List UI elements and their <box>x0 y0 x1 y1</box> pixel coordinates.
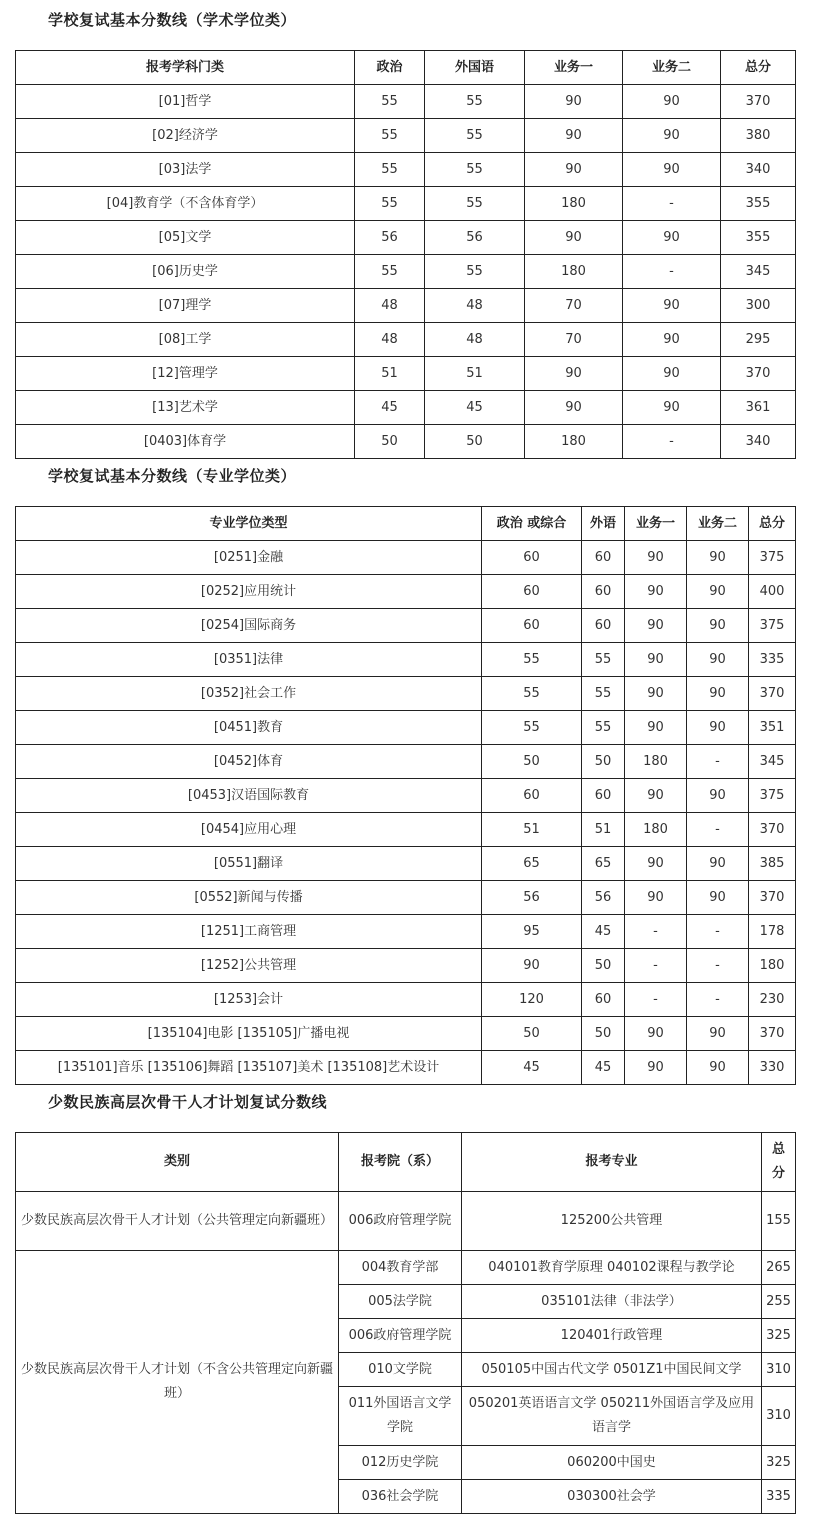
politics-cell: 45 <box>482 1051 582 1085</box>
course2-cell: - <box>687 915 749 949</box>
category-cell: 少数民族高层次骨干人才计划（不含公共管理定向新疆班） <box>16 1251 339 1514</box>
table-row <box>16 915 796 949</box>
foreign-language-cell: 56 <box>425 221 525 255</box>
course1-cell: - <box>625 949 687 983</box>
total-cell: 265 <box>762 1251 796 1285</box>
course2-cell: 90 <box>687 711 749 745</box>
degree-type-cell: [0453]汉语国际教育 <box>16 779 482 813</box>
header-cell: 总分 <box>721 51 796 85</box>
foreign-language-cell: 55 <box>582 677 625 711</box>
course2-cell: - <box>687 813 749 847</box>
foreign-language-cell: 60 <box>582 609 625 643</box>
table-row <box>16 357 796 391</box>
total-cell: 400 <box>749 575 796 609</box>
foreign-language-cell: 48 <box>425 289 525 323</box>
department-cell: 004教育学部 <box>339 1251 462 1285</box>
department-cell: 006政府管理学院 <box>339 1192 462 1251</box>
total-cell: 325 <box>762 1446 796 1480</box>
academic-degree-table <box>15 50 796 459</box>
course2-cell: - <box>687 949 749 983</box>
politics-cell: 48 <box>355 289 425 323</box>
total-cell: 370 <box>749 813 796 847</box>
course2-cell: 90 <box>623 119 721 153</box>
course2-cell: 90 <box>623 391 721 425</box>
total-cell: 300 <box>721 289 796 323</box>
course2-cell: 90 <box>623 289 721 323</box>
table-row <box>16 289 796 323</box>
course1-cell: 90 <box>625 575 687 609</box>
foreign-language-cell: 45 <box>425 391 525 425</box>
total-cell: 345 <box>749 745 796 779</box>
course1-cell: - <box>625 915 687 949</box>
department-cell: 006政府管理学院 <box>339 1319 462 1353</box>
course1-cell: 180 <box>625 813 687 847</box>
politics-cell: 51 <box>355 357 425 391</box>
course1-cell: 90 <box>525 85 623 119</box>
subject-cell: [07]理学 <box>16 289 355 323</box>
table-row <box>16 677 796 711</box>
foreign-language-cell: 50 <box>425 425 525 459</box>
course2-cell: - <box>687 983 749 1017</box>
foreign-language-cell: 60 <box>582 983 625 1017</box>
section2-title: 学校复试基本分数线（专业学位类） <box>48 467 297 485</box>
course2-cell: 90 <box>687 575 749 609</box>
table-row <box>16 847 796 881</box>
table-row <box>16 609 796 643</box>
total-cell: 155 <box>762 1192 796 1251</box>
header-cell: 报考院（系） <box>339 1133 462 1192</box>
politics-cell: 55 <box>355 255 425 289</box>
total-cell: 178 <box>749 915 796 949</box>
degree-type-cell: [0551]翻译 <box>16 847 482 881</box>
course2-cell: - <box>623 187 721 221</box>
header-cell: 报考学科门类 <box>16 51 355 85</box>
foreign-language-cell: 48 <box>425 323 525 357</box>
total-cell: 180 <box>749 949 796 983</box>
course2-cell: 90 <box>623 153 721 187</box>
foreign-language-cell: 55 <box>425 187 525 221</box>
politics-cell: 51 <box>482 813 582 847</box>
total-cell: 361 <box>721 391 796 425</box>
politics-cell: 95 <box>482 915 582 949</box>
total-cell: 385 <box>749 847 796 881</box>
foreign-language-cell: 51 <box>582 813 625 847</box>
total-cell: 255 <box>762 1285 796 1319</box>
foreign-language-cell: 55 <box>582 711 625 745</box>
table-row <box>16 711 796 745</box>
foreign-language-cell: 51 <box>425 357 525 391</box>
academic-degree-rows <box>16 85 796 459</box>
course1-cell: 90 <box>625 1017 687 1051</box>
foreign-language-cell: 55 <box>425 119 525 153</box>
politics-cell: 50 <box>482 1017 582 1051</box>
table-row <box>16 1192 796 1251</box>
header-cell: 政治 <box>355 51 425 85</box>
politics-cell: 45 <box>355 391 425 425</box>
foreign-language-cell: 60 <box>582 779 625 813</box>
degree-type-cell: [1252]公共管理 <box>16 949 482 983</box>
politics-cell: 65 <box>482 847 582 881</box>
degree-type-cell: [135101]音乐 [135106]舞蹈 [135107]美术 [135108]艺术设计 <box>16 1051 482 1085</box>
course1-cell: 90 <box>525 153 623 187</box>
subject-cell: [13]艺术学 <box>16 391 355 425</box>
header-cell: 政治 或综合 <box>482 507 582 541</box>
politics-cell: 50 <box>355 425 425 459</box>
subject-cell: [04]教育学（不含体育学） <box>16 187 355 221</box>
foreign-language-cell: 60 <box>582 575 625 609</box>
subject-cell: [03]法学 <box>16 153 355 187</box>
degree-type-cell: [0351]法律 <box>16 643 482 677</box>
course1-cell: 90 <box>625 1051 687 1085</box>
table-row <box>16 187 796 221</box>
table-row <box>16 1251 796 1285</box>
total-cell: 345 <box>721 255 796 289</box>
politics-cell: 48 <box>355 323 425 357</box>
course2-cell: 90 <box>687 779 749 813</box>
major-cell: 040101教育学原理 040102课程与教学论 <box>462 1251 762 1285</box>
subject-cell: [05]文学 <box>16 221 355 255</box>
politics-cell: 56 <box>482 881 582 915</box>
department-cell: 005法学院 <box>339 1285 462 1319</box>
total-cell: 355 <box>721 187 796 221</box>
course2-cell: 90 <box>623 357 721 391</box>
subject-cell: [12]管理学 <box>16 357 355 391</box>
header-cell: 专业学位类型 <box>16 507 482 541</box>
course2-cell: 90 <box>687 677 749 711</box>
table-row <box>16 85 796 119</box>
table-row <box>16 119 796 153</box>
course1-cell: 90 <box>625 881 687 915</box>
department-cell: 036社会学院 <box>339 1480 462 1514</box>
major-cell: 050105中国古代文学 0501Z1中国民间文学 <box>462 1353 762 1387</box>
table-row <box>16 575 796 609</box>
total-cell: 370 <box>749 881 796 915</box>
foreign-language-cell: 55 <box>425 255 525 289</box>
table-row <box>16 983 796 1017</box>
foreign-language-cell: 55 <box>425 153 525 187</box>
table-header-row <box>16 51 796 85</box>
table-row <box>16 643 796 677</box>
course1-cell: - <box>625 983 687 1017</box>
total-cell: 370 <box>749 677 796 711</box>
total-cell: 370 <box>721 357 796 391</box>
politics-cell: 120 <box>482 983 582 1017</box>
foreign-language-cell: 50 <box>582 745 625 779</box>
total-cell: 335 <box>749 643 796 677</box>
table-row <box>16 1051 796 1085</box>
total-cell: 375 <box>749 609 796 643</box>
department-cell: 010文学院 <box>339 1353 462 1387</box>
politics-cell: 55 <box>355 85 425 119</box>
degree-type-cell: [0454]应用心理 <box>16 813 482 847</box>
major-cell: 030300社会学 <box>462 1480 762 1514</box>
course1-cell: 180 <box>525 425 623 459</box>
course2-cell: 90 <box>687 1017 749 1051</box>
course1-cell: 90 <box>525 391 623 425</box>
header-cell: 业务二 <box>687 507 749 541</box>
degree-type-cell: [0452]体育 <box>16 745 482 779</box>
course1-cell: 180 <box>625 745 687 779</box>
foreign-language-cell: 50 <box>582 1017 625 1051</box>
politics-cell: 90 <box>482 949 582 983</box>
total-cell: 340 <box>721 425 796 459</box>
course1-cell: 90 <box>525 119 623 153</box>
header-cell: 业务一 <box>525 51 623 85</box>
table-row <box>16 255 796 289</box>
foreign-language-cell: 56 <box>582 881 625 915</box>
course1-cell: 90 <box>625 609 687 643</box>
header-cell: 类别 <box>16 1133 339 1192</box>
course2-cell: - <box>687 745 749 779</box>
course1-cell: 90 <box>625 711 687 745</box>
total-cell: 310 <box>762 1387 796 1446</box>
department-cell: 011外国语言文学学院 <box>339 1387 462 1446</box>
politics-cell: 60 <box>482 575 582 609</box>
degree-type-cell: [0352]社会工作 <box>16 677 482 711</box>
category-cell: 少数民族高层次骨干人才计划（公共管理定向新疆班） <box>16 1192 339 1251</box>
degree-type-cell: [0552]新闻与传播 <box>16 881 482 915</box>
course2-cell: - <box>623 255 721 289</box>
degree-type-cell: [0252]应用统计 <box>16 575 482 609</box>
course1-cell: 90 <box>625 677 687 711</box>
subject-cell: [02]经济学 <box>16 119 355 153</box>
total-cell: 310 <box>762 1353 796 1387</box>
total-cell: 340 <box>721 153 796 187</box>
course2-cell: 90 <box>623 221 721 255</box>
politics-cell: 50 <box>482 745 582 779</box>
total-cell: 351 <box>749 711 796 745</box>
degree-type-cell: [1251]工商管理 <box>16 915 482 949</box>
subject-cell: [0403]体育学 <box>16 425 355 459</box>
table-row <box>16 323 796 357</box>
foreign-language-cell: 60 <box>582 541 625 575</box>
degree-type-cell: [1253]会计 <box>16 983 482 1017</box>
foreign-language-cell: 55 <box>582 643 625 677</box>
table-header-row <box>16 1133 796 1192</box>
course1-cell: 90 <box>625 779 687 813</box>
header-cell: 外语 <box>582 507 625 541</box>
total-cell: 375 <box>749 779 796 813</box>
total-cell: 355 <box>721 221 796 255</box>
course2-cell: 90 <box>687 847 749 881</box>
politics-cell: 55 <box>482 643 582 677</box>
politics-cell: 60 <box>482 609 582 643</box>
total-cell: 370 <box>749 1017 796 1051</box>
header-cell: 业务一 <box>625 507 687 541</box>
minority-program-rows <box>16 1251 796 1514</box>
course2-cell: 90 <box>687 881 749 915</box>
table-row <box>16 221 796 255</box>
total-cell: 330 <box>749 1051 796 1085</box>
table-row <box>16 949 796 983</box>
politics-cell: 55 <box>482 677 582 711</box>
minority-program-table <box>15 1132 796 1514</box>
course2-cell: 90 <box>687 609 749 643</box>
course2-cell: 90 <box>687 643 749 677</box>
course1-cell: 90 <box>625 541 687 575</box>
professional-degree-table <box>15 506 796 1085</box>
course1-cell: 90 <box>525 357 623 391</box>
professional-degree-rows <box>16 541 796 1085</box>
degree-type-cell: [0451]教育 <box>16 711 482 745</box>
major-cell: 120401行政管理 <box>462 1319 762 1353</box>
course2-cell: - <box>623 425 721 459</box>
table-row <box>16 391 796 425</box>
table-row <box>16 745 796 779</box>
politics-cell: 55 <box>355 153 425 187</box>
table-row <box>16 881 796 915</box>
course2-cell: 90 <box>687 1051 749 1085</box>
table-row <box>16 813 796 847</box>
total-cell: 335 <box>762 1480 796 1514</box>
course2-cell: 90 <box>623 323 721 357</box>
major-cell: 060200中国史 <box>462 1446 762 1480</box>
course1-cell: 180 <box>525 187 623 221</box>
course1-cell: 70 <box>525 289 623 323</box>
foreign-language-cell: 50 <box>582 949 625 983</box>
foreign-language-cell: 45 <box>582 1051 625 1085</box>
table-row <box>16 425 796 459</box>
politics-cell: 55 <box>355 119 425 153</box>
course1-cell: 90 <box>525 221 623 255</box>
course1-cell: 180 <box>525 255 623 289</box>
header-cell: 总分 <box>762 1133 796 1192</box>
course2-cell: 90 <box>687 541 749 575</box>
total-cell: 295 <box>721 323 796 357</box>
header-cell: 总分 <box>749 507 796 541</box>
major-cell: 125200公共管理 <box>462 1192 762 1251</box>
section3-title: 少数民族高层次骨干人才计划复试分数线 <box>48 1093 328 1111</box>
header-cell: 业务二 <box>623 51 721 85</box>
course1-cell: 90 <box>625 847 687 881</box>
foreign-language-cell: 55 <box>425 85 525 119</box>
table-row <box>16 541 796 575</box>
subject-cell: [08]工学 <box>16 323 355 357</box>
total-cell: 380 <box>721 119 796 153</box>
major-cell: 050201英语语言文学 050211外国语言学及应用语言学 <box>462 1387 762 1446</box>
total-cell: 230 <box>749 983 796 1017</box>
header-cell: 外国语 <box>425 51 525 85</box>
department-cell: 012历史学院 <box>339 1446 462 1480</box>
major-cell: 035101法律（非法学） <box>462 1285 762 1319</box>
table-row <box>16 153 796 187</box>
course2-cell: 90 <box>623 85 721 119</box>
subject-cell: [01]哲学 <box>16 85 355 119</box>
politics-cell: 60 <box>482 541 582 575</box>
subject-cell: [06]历史学 <box>16 255 355 289</box>
section1-title: 学校复试基本分数线（学术学位类） <box>48 11 297 29</box>
table-row <box>16 779 796 813</box>
table-row <box>16 1017 796 1051</box>
course1-cell: 90 <box>625 643 687 677</box>
politics-cell: 55 <box>355 187 425 221</box>
total-cell: 325 <box>762 1319 796 1353</box>
politics-cell: 60 <box>482 779 582 813</box>
politics-cell: 55 <box>482 711 582 745</box>
degree-type-cell: [0251]金融 <box>16 541 482 575</box>
total-cell: 375 <box>749 541 796 575</box>
politics-cell: 56 <box>355 221 425 255</box>
foreign-language-cell: 45 <box>582 915 625 949</box>
course1-cell: 70 <box>525 323 623 357</box>
degree-type-cell: [135104]电影 [135105]广播电视 <box>16 1017 482 1051</box>
table-header-row <box>16 507 796 541</box>
degree-type-cell: [0254]国际商务 <box>16 609 482 643</box>
header-cell: 报考专业 <box>462 1133 762 1192</box>
total-cell: 370 <box>721 85 796 119</box>
foreign-language-cell: 65 <box>582 847 625 881</box>
